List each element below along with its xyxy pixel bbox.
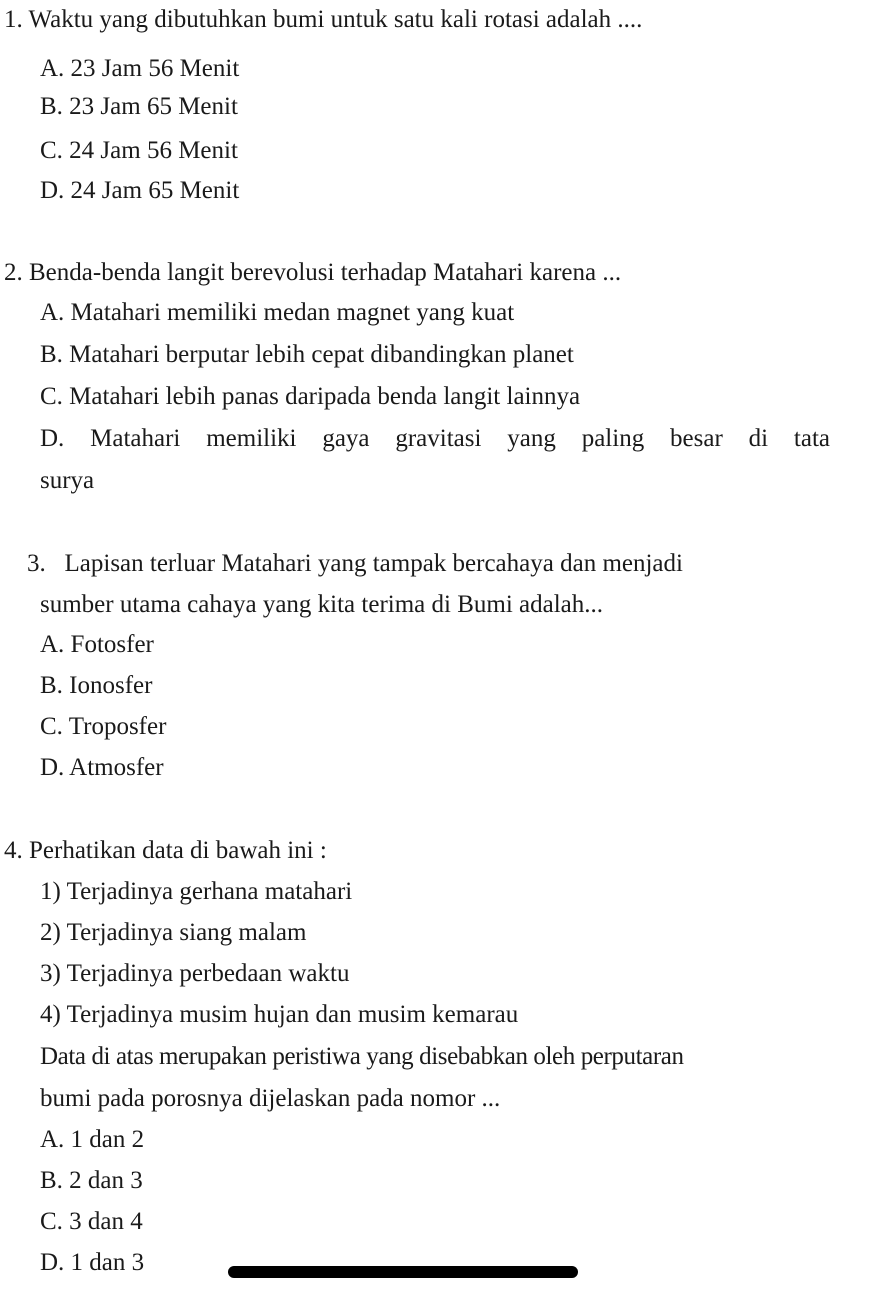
question-3-stem-line-2: sumber utama cahaya yang kita terima di Bumi adalah...	[40, 591, 604, 618]
question-1-option-d[interactable]: D. 24 Jam 65 Menit	[40, 177, 240, 204]
question-4-question-line-2: bumi pada porosnya dijelaskan pada nomor ...	[40, 1085, 501, 1112]
question-2-option-b[interactable]: B. Matahari berputar lebih cepat dibandingkan planet	[40, 341, 574, 368]
question-4-question-line-1: Data di atas merupakan peristiwa yang disebabkan oleh perputaran	[40, 1043, 684, 1070]
question-1-option-b[interactable]: B. 23 Jam 65 Menit	[40, 93, 238, 120]
question-3-option-d[interactable]: D. Atmosfer	[40, 754, 164, 781]
question-2-stem: 2. Benda-benda langit berevolusi terhadap Matahari karena ...	[4, 259, 622, 286]
question-4-data-item-2: 2) Terjadinya siang malam	[40, 919, 307, 946]
question-2-option-c[interactable]: C. Matahari lebih panas daripada benda langit lainnya	[40, 383, 581, 410]
home-indicator[interactable]	[228, 1266, 578, 1278]
question-1-stem: 1. Waktu yang dibutuhkan bumi untuk satu kali rotasi adalah ....	[4, 6, 643, 33]
question-4-option-d[interactable]: D. 1 dan 3	[40, 1249, 145, 1276]
question-2-option-a[interactable]: A. Matahari memiliki medan magnet yang kuat	[40, 299, 515, 326]
question-4-data-item-4: 4) Terjadinya musim hujan dan musim kemarau	[40, 1001, 519, 1028]
question-4-data-item-3: 3) Terjadinya perbedaan waktu	[40, 960, 350, 987]
question-3-option-c[interactable]: C. Troposfer	[40, 713, 167, 740]
question-3-option-a[interactable]: A. Fotosfer	[40, 631, 154, 658]
question-1-option-c[interactable]: C. 24 Jam 56 Menit	[40, 137, 238, 164]
question-1-option-a[interactable]: A. 23 Jam 56 Menit	[40, 55, 240, 82]
question-4-stem: 4. Perhatikan data di bawah ini :	[4, 837, 327, 864]
question-3-option-b[interactable]: B. Ionosfer	[40, 672, 153, 699]
question-2-option-d[interactable]: D. Matahari memiliki gaya gravitasi yang paling besar di tata	[40, 425, 830, 452]
question-4-option-a[interactable]: A. 1 dan 2	[40, 1126, 145, 1153]
question-4-option-c[interactable]: C. 3 dan 4	[40, 1208, 143, 1235]
question-2-option-d-continuation: surya	[40, 467, 95, 494]
question-3-stem-line-1: 3. Lapisan terluar Matahari yang tampak bercahaya dan menjadi	[27, 550, 683, 577]
question-4-data-item-1: 1) Terjadinya gerhana matahari	[40, 878, 353, 905]
question-4-option-b[interactable]: B. 2 dan 3	[40, 1167, 143, 1194]
